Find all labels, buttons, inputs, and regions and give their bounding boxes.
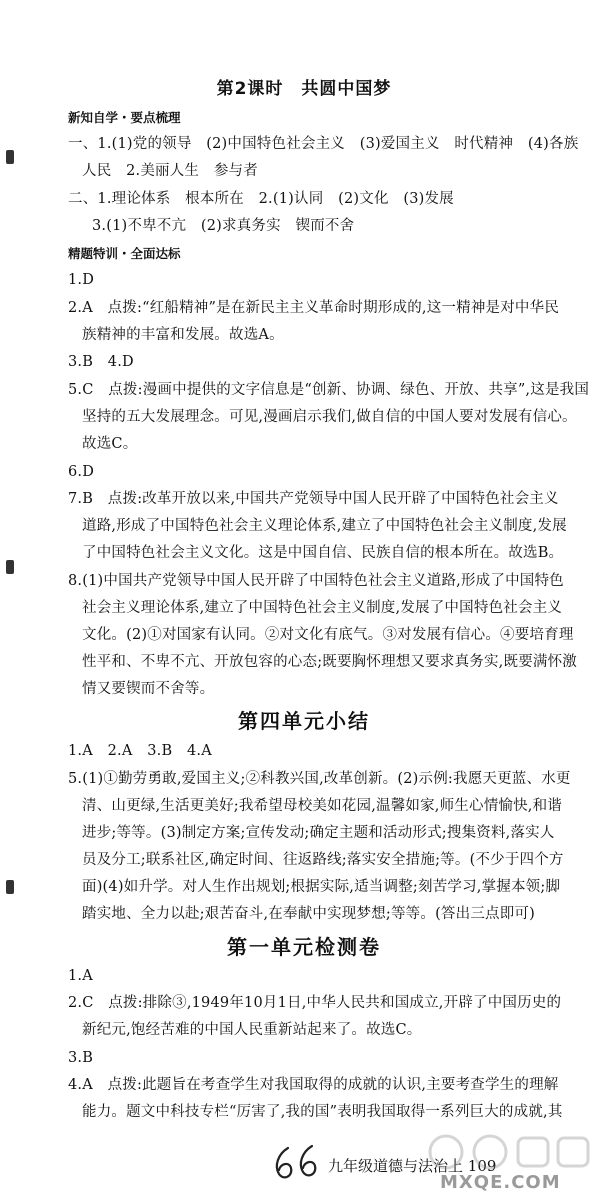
section-heading: 精题特训・全面达标 xyxy=(68,246,181,261)
answer-line: 新纪元,饱经苦难的中国人民重新站起来了。故选C。 xyxy=(82,1022,422,1038)
answer-line: 情又要锲而不舍等。 xyxy=(82,681,215,697)
answer-line: 1.A xyxy=(68,968,93,984)
answer-line: 3.(1)不卑不亢 (2)求真务实 锲而不舍 xyxy=(92,218,355,234)
answer-line: 坚持的五大发展理念。可见,漫画启示我们,做自信的中国人要对发展有信心。 xyxy=(82,409,577,425)
answer-line: 1.A 2.A 3.B 4.A xyxy=(68,743,212,759)
answer-line: 1.D xyxy=(68,272,95,288)
section-heading: 新知自学・要点梳理 xyxy=(68,110,181,125)
binding-mark xyxy=(6,560,14,574)
answer-line: 文化。(2)①对国家有认同。②对文化有底气。③对发展有信心。④要培育理 xyxy=(82,627,574,643)
answer-line: 面)(4)如升学。对人生作出规划;根据实际,适当调整;刻苦学习,掌握本领;脚 xyxy=(82,879,561,895)
page-number: 109 xyxy=(467,1157,497,1175)
answer-line: 清、山更绿,生活更美好;我希望母校美如花园,温馨如家,师生心情愉快,和谐 xyxy=(82,798,563,814)
answer-line: 6.D xyxy=(68,464,95,480)
lesson-title: 第2课时 共圆中国梦 xyxy=(216,79,392,99)
answer-line: 人民 2.美丽人生 参与者 xyxy=(82,163,258,179)
answer-line: 进步;等等。(3)制定方案;宣传发动;确定主题和活动形式;搜集资料,落实人 xyxy=(82,825,555,841)
book-label: 九年级道德与法治上 xyxy=(328,1157,464,1175)
answer-line: 3.B 4.D xyxy=(68,354,134,370)
answer-line: 2.C 点拨:排除③,1949年10月1日,中华人民共和国成立,开辟了中国历史的 xyxy=(68,995,562,1011)
answer-line: 一、1.(1)党的领导 (2)中国特色社会主义 (3)爱国主义 时代精神 (4)各族 xyxy=(68,136,579,152)
answer-line: 5.C 点拨:漫画中提供的文字信息是“创新、协调、绿色、开放、共享”,这是我国 xyxy=(68,382,590,398)
answer-line: 7.B 点拨:改革开放以来,中国共产党领导中国人民开辟了中国特色社会主义 xyxy=(68,491,559,507)
answer-line: 8.(1)中国共产党领导中国人民开辟了中国特色社会主义道路,形成了中国特色 xyxy=(68,573,564,589)
answer-line: 5.(1)①勤劳勇敢,爱国主义;②科教兴国,改革创新。(2)示例:我愿天更蓝、水更 xyxy=(68,771,571,787)
answer-line: 道路,形成了中国特色社会主义理论体系,建立了中国特色社会主义制度,发展 xyxy=(82,518,567,534)
answer-line: 性平和、不卑不亢、开放包容的心态;既要胸怀理想又要求真务实,既要满怀激 xyxy=(82,654,577,670)
unit-test-title: 第一单元检测卷 xyxy=(227,935,381,959)
answer-line: 二、1.理论体系 根本所在 2.(1)认同 (2)文化 (3)发展 xyxy=(68,191,454,207)
answer-line: 能力。题文中科技专栏“厉害了,我的国”表明我国取得一系列巨大的成就,其 xyxy=(82,1104,563,1120)
binding-mark xyxy=(6,150,14,164)
answer-line: 了中国特色社会主义文化。这是中国自信、民族自信的根本所在。故选B。 xyxy=(82,545,564,561)
handwritten-number xyxy=(270,1140,330,1185)
answer-line: 族精神的丰富和发展。故选A。 xyxy=(82,327,284,343)
answer-line: 2.A 点拨:“红船精神”是在新民主主义革命时期形成的,这一精神是对中华民 xyxy=(68,300,560,316)
answer-line: 4.A 点拨:此题旨在考查学生对我国取得的成就的认识,主要考查学生的理解 xyxy=(68,1077,559,1093)
answer-line: 踏实地、全力以赴;艰苦奋斗,在奉献中实现梦想;等等。(答出三点即可) xyxy=(82,906,535,922)
answer-line: 员及分工;联系社区,确定时间、往返路线;落实安全措施;等。(不少于四个方 xyxy=(82,852,564,868)
watermark-text: MXQE.COM xyxy=(440,1172,561,1193)
answer-line: 社会主义理论体系,建立了中国特色社会主义制度,发展了中国特色社会主义 xyxy=(82,600,563,616)
unit-summary-title: 第四单元小结 xyxy=(238,709,370,733)
binding-mark xyxy=(6,880,14,894)
answer-line: 故选C。 xyxy=(82,436,138,452)
answer-line: 3.B xyxy=(68,1050,94,1066)
